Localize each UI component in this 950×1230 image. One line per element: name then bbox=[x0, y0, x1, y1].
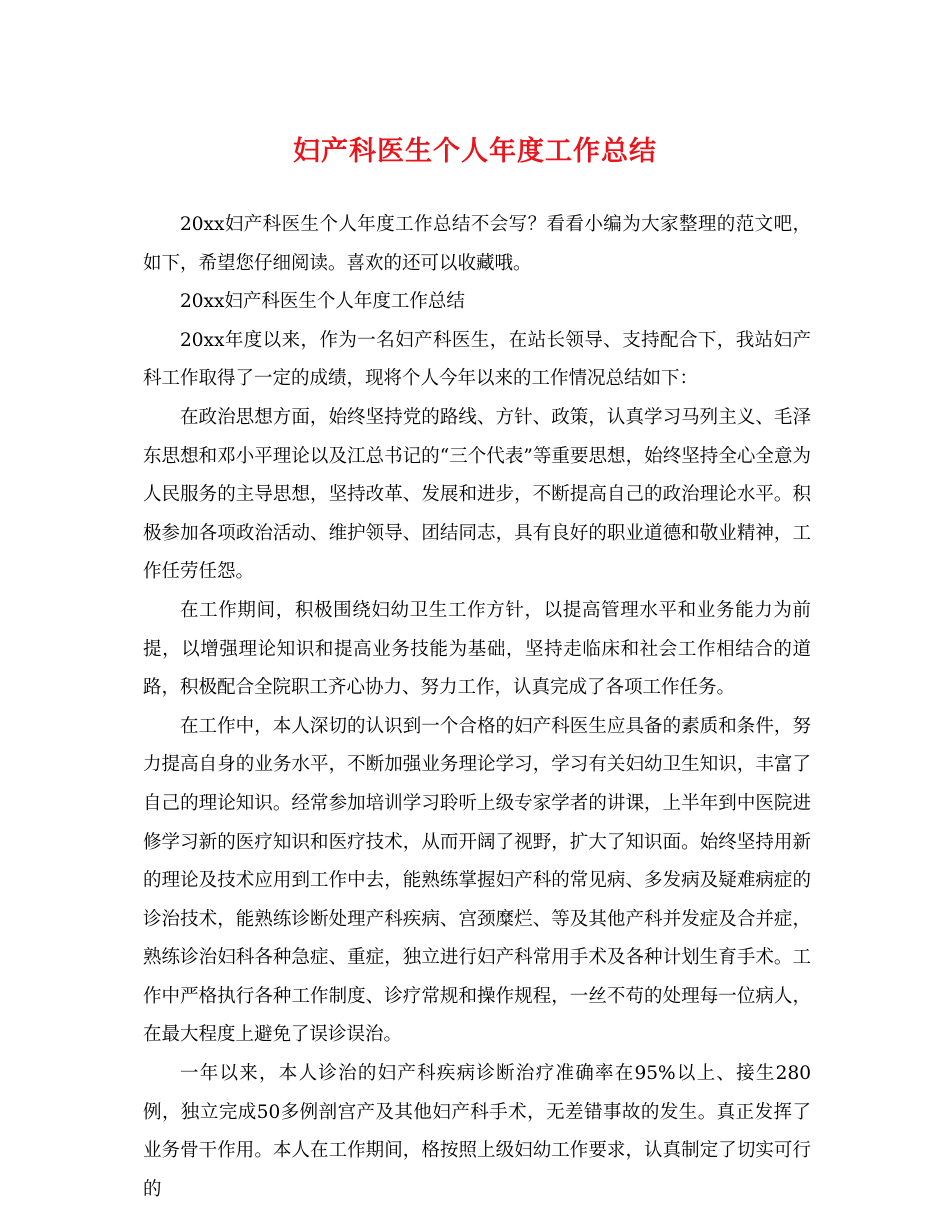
paragraph-subtitle: 20xx妇产科医生个人年度工作总结 bbox=[180, 291, 465, 313]
document-body bbox=[143, 206, 811, 1209]
paragraph-intro: 20xx妇产科医生个人年度工作总结不会写？看看小编为大家整理的范文吧，如下，希望您仔细阅读。喜欢的还可以收藏哦。 bbox=[143, 214, 811, 274]
paragraph-work-period: 在工作期间，积极围绕妇幼卫生工作方针，以提高管理水平和业务能力为前提，以增强理论知识和提高业务技能为基础，坚持走临床和社会工作相结合的道路，积极配合全院职工齐心协力、努力工作，认真完成了各项工作任务。 bbox=[143, 599, 811, 699]
paragraph-achievements: 一年以来，本人诊治的妇产科疾病诊断治疗准确率在95%以上、接生280例，独立完成50多例剖宫产及其他妇产科手术，无差错事故的发生。真正发挥了业务骨干作用。本人在工作期间，格按照上级妇幼工作要求，认真制定了切实可行的 bbox=[143, 1063, 811, 1200]
paragraph-opening: 20xx年度以来，作为一名妇产科医生，在站长领导、支持配合下，我站妇产科工作取得了一定的成绩，现将个人今年以来的工作情况总结如下： bbox=[143, 329, 811, 390]
document-title: 妇产科医生个人年度工作总结 bbox=[293, 136, 657, 167]
paragraph-work-skills: 在工作中，本人深切的认识到一个合格的妇产科医生应具备的素质和条件，努力提高自身的业务水平，不断加强业务理论学习，学习有关妇幼卫生知识，丰富了自己的理论知识。经常参加培训学习聆听上级专家学者的讲课，上半年到中医院进修学习新的医疗知识和医疗技术，从而开阔了视野，扩大了知识面。始终坚持用新的理论及技术应用到工作中去，能熟练掌握妇产科的常见病、多发病及疑难病症的诊治技术，能熟练诊断处理产科疾病、宫颈糜烂、等及其他产科并发症及合并症，熟练诊治妇科各种急症、重症，独立进行妇产科常用手术及各种计划生育手术。工作中严格执行各种工作制度、诊疗常规和操作规程，一丝不苟的处理每一位病人，在最大程度上避免了误诊误治。 bbox=[143, 715, 811, 1046]
paragraph-political: 在政治思想方面，始终坚持党的路线、方针、政策，认真学习马列主义、毛泽东思想和邓小平理论以及江总书记的“三个代表”等重要思想，始终坚持全心全意为人民服务的主导思想，坚持改革、发展和进步，不断提高自己的政治理论水平。积极参加各项政治活动、维护领导、团结同志，具有良好的职业道德和敬业精神，工作任劳任怨。 bbox=[143, 406, 811, 583]
